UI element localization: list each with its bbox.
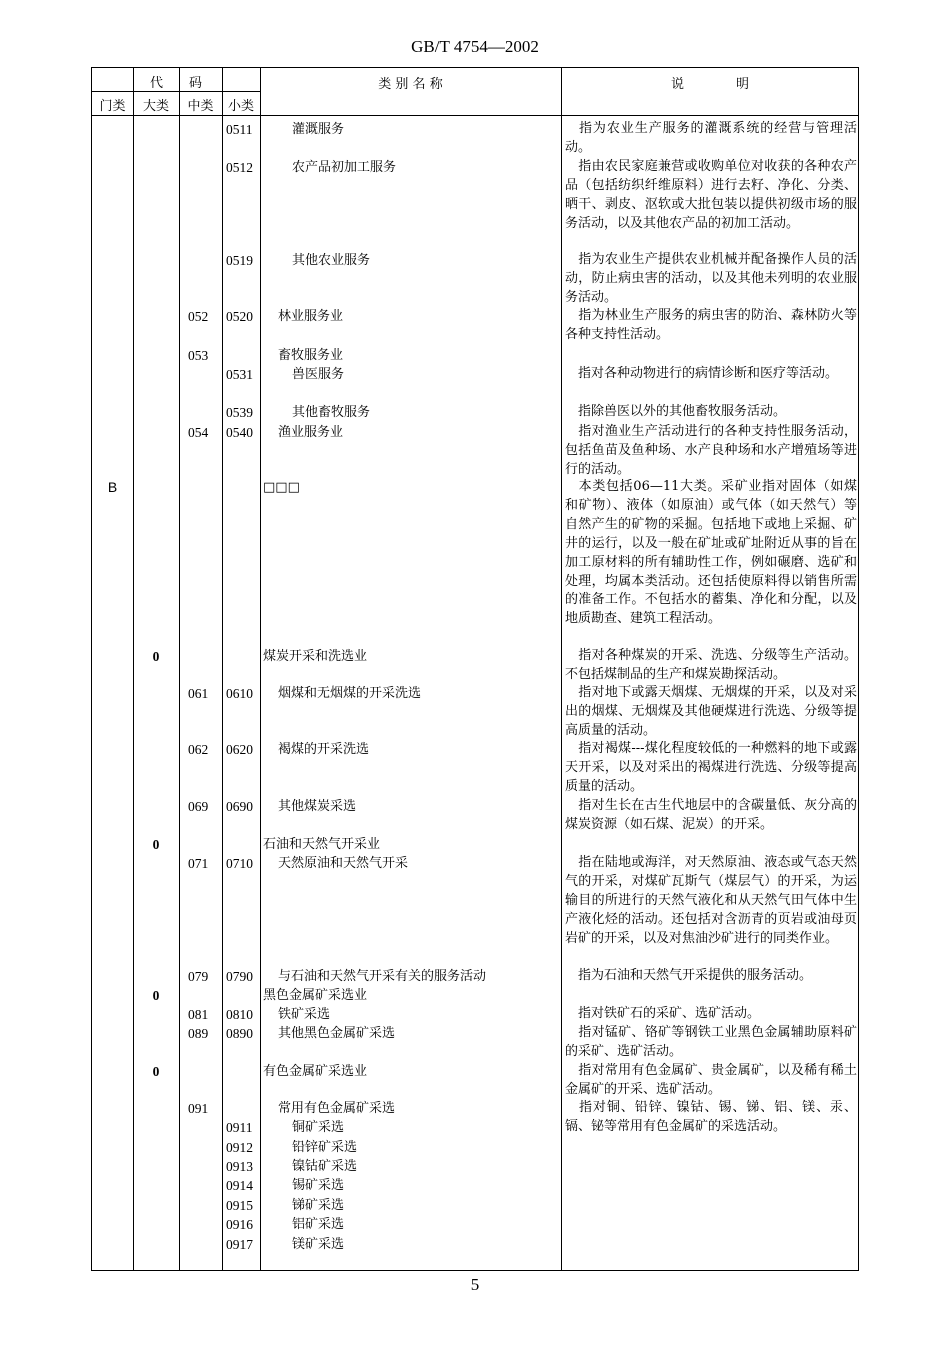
xiaolei-code: 0914	[226, 1178, 253, 1193]
category-description: 指对常用有色金属矿、贵金属矿，以及稀有稀土金属矿的开采、选矿活动。	[565, 1063, 857, 1097]
col-divider	[222, 68, 223, 1270]
category-name: 褐煤的开采洗选	[278, 742, 370, 757]
category-name: 锑矿采选	[292, 1198, 345, 1213]
header-description: 说 明	[670, 77, 749, 92]
zhonglei-code: 079	[188, 969, 209, 984]
category-description: 指对地下或露天烟煤、无烟煤的开采，以及对采出的烟煤、无烟煤及其他硬煤进行洗选、分级等提高质量的活动。	[565, 685, 857, 738]
xiaolei-code: 0690	[226, 799, 253, 814]
category-name: 天然原油和天然气开采	[278, 856, 409, 871]
xiaolei-code: 0810	[226, 1007, 253, 1022]
category-name: 石油和天然气开采业	[263, 837, 381, 852]
category-name: □□□	[263, 480, 300, 495]
category-description: 指对褐煤---煤化程度较低的一种燃料的地下或露天开采，以及对采出的褐煤进行洗选、分级等提高质量的活动。	[565, 741, 857, 794]
category-name: 烟煤和无烟煤的开采洗选	[278, 686, 422, 701]
category-name: 锡矿采选	[292, 1178, 345, 1193]
category-name: 铝矿采选	[292, 1217, 345, 1232]
header-code: 代 码	[149, 76, 202, 91]
category-name: 其他农业服务	[292, 253, 371, 268]
xiaolei-code: 0610	[226, 686, 253, 701]
col-divider	[561, 68, 562, 1270]
zhonglei-code: 061	[188, 686, 209, 701]
xiaolei-code: 0913	[226, 1159, 253, 1174]
zhonglei-code: 089	[188, 1026, 209, 1041]
category-description: 指为林业生产服务的病虫害的防治、森林防火等各种支持性活动。	[565, 308, 857, 342]
xiaolei-code: 0917	[226, 1237, 253, 1252]
zhonglei-code: 069	[188, 799, 209, 814]
category-name: 林业服务业	[278, 309, 344, 324]
xiaolei-code: 0512	[226, 160, 253, 175]
category-name: 其他畜牧服务	[292, 405, 371, 420]
category-description: 指由农民家庭兼营或收购单位对收获的各种农产品（包括纺织纤维原料）进行去籽、净化、分类、晒干、剥皮、沤软或大批包装以提供初级市场的服务活动，以及其他农产品的初加工活动。	[565, 159, 857, 231]
category-description: 指对各种煤炭的开采、洗选、分级等生产活动。不包括煤制品的生产和煤炭勘探活动。	[565, 648, 857, 682]
category-name: 镁矿采选	[292, 1237, 345, 1252]
header-divider	[92, 115, 858, 116]
standard-number: GB/T 4754—2002	[411, 37, 539, 56]
category-name: 与石油和天然气开采有关的服务活动	[278, 969, 487, 984]
xiaolei-code: 0511	[226, 122, 253, 137]
xiaolei-code: 0539	[226, 405, 253, 420]
header-dalei: 大类	[142, 99, 169, 114]
menlei-code: B	[107, 479, 118, 495]
category-name: 煤炭开采和洗选业	[263, 649, 368, 664]
zhonglei-code: 054	[188, 425, 209, 440]
dalei-code: 0	[152, 649, 160, 664]
dalei-code: 0	[152, 1064, 160, 1079]
category-description: 指除兽医以外的其他畜牧服务活动。	[565, 404, 787, 419]
category-description: 指对锰矿、铬矿等钢铁工业黑色金属辅助原料矿的采矿、选矿活动。	[565, 1025, 857, 1059]
category-description: 指为农业生产提供农业机械并配备操作人员的活动，防止病虫害的活动，以及其他未列明的农业服务活动。	[565, 252, 857, 305]
header-divider	[92, 91, 260, 92]
category-name: 黑色金属矿采选业	[263, 988, 368, 1003]
xiaolei-code: 0531	[226, 367, 253, 382]
xiaolei-code: 0912	[226, 1140, 253, 1155]
xiaolei-code: 0620	[226, 742, 253, 757]
xiaolei-code: 0519	[226, 253, 253, 268]
xiaolei-code: 0790	[226, 969, 253, 984]
category-name: 兽医服务	[292, 367, 345, 382]
xiaolei-code: 0911	[226, 1120, 253, 1135]
header-menlei: 门类	[99, 99, 126, 114]
category-description: 指对各种动物进行的病情诊断和医疗等活动。	[565, 366, 839, 381]
xiaolei-code: 0710	[226, 856, 253, 871]
category-name: 其他煤炭采选	[278, 799, 357, 814]
xiaolei-code: 0520	[226, 309, 253, 324]
zhonglei-code: 091	[188, 1101, 209, 1116]
dalei-code: 0	[152, 837, 160, 852]
category-name: 铅锌矿采选	[292, 1140, 358, 1155]
xiaolei-code: 0890	[226, 1026, 253, 1041]
xiaolei-code: 0915	[226, 1198, 253, 1213]
category-description: 指对铁矿石的采矿、选矿活动。	[565, 1006, 761, 1021]
header-zhonglei: 中类	[187, 99, 214, 114]
zhonglei-code: 071	[188, 856, 209, 871]
zhonglei-code: 052	[188, 309, 209, 324]
category-name: 铜矿采选	[292, 1120, 345, 1135]
category-description: 本类包括06—11大类。采矿业指对固体（如煤和矿物）、液体（如原油）或气体（如天然气）等自然产生的矿物的采掘。包括地下或地上采掘、矿井的运行，以及一般在矿址或矿址附近从事的旨在加工原材料的所有辅助性工作，例如碾磨、选矿和处理，均属本类活动。还包括使原料得以销售所需的准备工作。不包括水的蓄集、净化和分配，以及地质勘查、建筑工程活动。	[565, 479, 857, 627]
dalei-code: 0	[152, 988, 160, 1003]
category-name: 农产品初加工服务	[292, 160, 397, 175]
category-name: 畜牧服务业	[278, 348, 344, 363]
category-description: 指为石油和天然气开采提供的服务活动。	[565, 968, 813, 983]
category-name: 常用有色金属矿采选	[278, 1101, 396, 1116]
zhonglei-code: 062	[188, 742, 209, 757]
category-description: 指在陆地或海洋，对天然原油、液态或气态天然气的开采，对煤矿瓦斯气（煤层气）的开采，为运输目的所进行的天然气液化和从天然气田气体中生产液化烃的活动。还包括对含沥青的页岩或油母页岩矿的开采，以及对焦油沙矿进行的同类作业。	[565, 855, 857, 946]
category-name: 渔业服务业	[278, 425, 344, 440]
category-name: 灌溉服务	[292, 122, 345, 137]
col-divider	[179, 68, 180, 1270]
col-divider	[133, 68, 134, 1270]
category-name: 其他黑色金属矿采选	[278, 1026, 396, 1041]
zhonglei-code: 053	[188, 348, 209, 363]
category-name: 有色金属矿采选业	[263, 1064, 368, 1079]
category-description: 指为农业生产服务的灌溉系统的经营与管理活动。	[565, 121, 857, 155]
zhonglei-code: 081	[188, 1007, 209, 1022]
category-description: 指对生长在古生代地层中的含碳量低、灰分高的煤炭资源（如石煤、泥炭）的开采。	[565, 798, 857, 832]
category-description: 指对渔业生产活动进行的各种支持性服务活动，包括鱼苗及鱼种场、水产良种场和水产增殖场等进行的活动。	[565, 424, 857, 477]
category-name: 铁矿采选	[278, 1007, 331, 1022]
col-divider	[260, 68, 261, 1270]
category-name: 镍钴矿采选	[292, 1159, 358, 1174]
classification-table	[91, 67, 859, 1271]
page-number: 5	[470, 1275, 480, 1294]
header-xiaolei: 小类	[227, 99, 254, 114]
xiaolei-code: 0916	[226, 1217, 253, 1232]
header-category-name: 类 别 名 称	[378, 77, 443, 92]
category-description: 指对铜、铅锌、镍钴、锡、锑、铝、镁、汞、镉、铋等常用有色金属矿的采选活动。	[565, 1100, 857, 1134]
xiaolei-code: 0540	[226, 425, 253, 440]
